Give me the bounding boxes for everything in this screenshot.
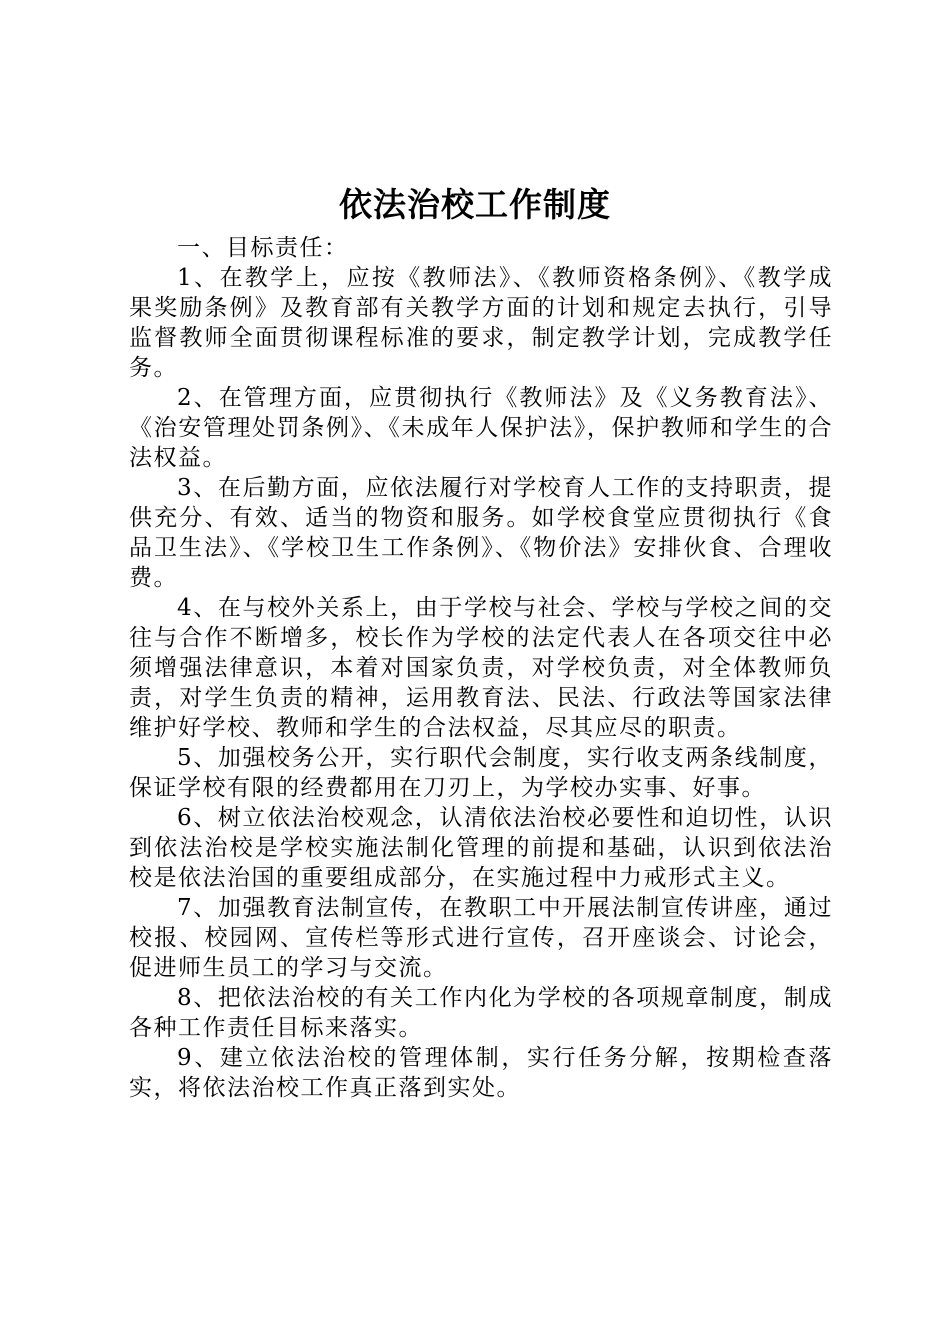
paragraph-5: 5、加强校务公开，实行职代会制度，实行收支两条线制度，保证学校有限的经费都用在刀刃上，为学校办实事、好事。 [129, 745, 833, 801]
paragraph-7: 7、加强教育法制宣传，在教职工中开展法制宣传讲座，通过校报、校园网、宣传栏等形式进行宣传，召开座谈会、讨论会，促进师生员工的学习与交流。 [129, 895, 833, 981]
document-body [129, 233, 833, 1103]
document-title: 依法治校工作制度 [339, 185, 611, 224]
paragraph-1: 1、在教学上，应按《教师法》、《教师资格条例》、《教学成果奖励条例》及教育部有关教学方面的计划和规定去执行，引导监督教师全面贯彻课程标准的要求，制定教学计划，完成教学任务。 [129, 265, 833, 381]
paragraph-9: 9、建立依法治校的管理体制，实行任务分解，按期检查落实，将依法治校工作真正落到实处。 [129, 1045, 833, 1101]
paragraph-4: 4、在与校外关系上，由于学校与社会、学校与学校之间的交往与合作不断增多，校长作为学校的法定代表人在各项交往中必须增强法律意识，本着对国家负责，对学校负责，对全体教师负责，对学生负责的精神，运用教育法、民法、行政法等国家法律维护好学校、教师和学生的合法权益，尽其应尽的职责。 [129, 595, 833, 741]
paragraph-2: 2、在管理方面，应贯彻执行《教师法》及《义务教育法》、《治安管理处罚条例》、《未成年人保护法》，保护教师和学生的合法权益。 [129, 385, 833, 471]
paragraph-3: 3、在后勤方面，应依法履行对学校育人工作的支持职责，提供充分、有效、适当的物资和服务。如学校食堂应贯彻执行《食品卫生法》、《学校卫生工作条例》、《物价法》安排伙食、合理收费。 [129, 475, 833, 591]
paragraph-6: 6、树立依法治校观念，认清依法治校必要性和迫切性，认识到依法治校是学校实施法制化管理的前提和基础，认识到依法治校是依法治国的重要组成部分，在实施过程中力戒形式主义。 [129, 805, 833, 891]
section-heading: 一、目标责任： [177, 235, 349, 261]
paragraph-8: 8、把依法治校的有关工作内化为学校的各项规章制度，制成各种工作责任目标来落实。 [129, 985, 833, 1041]
